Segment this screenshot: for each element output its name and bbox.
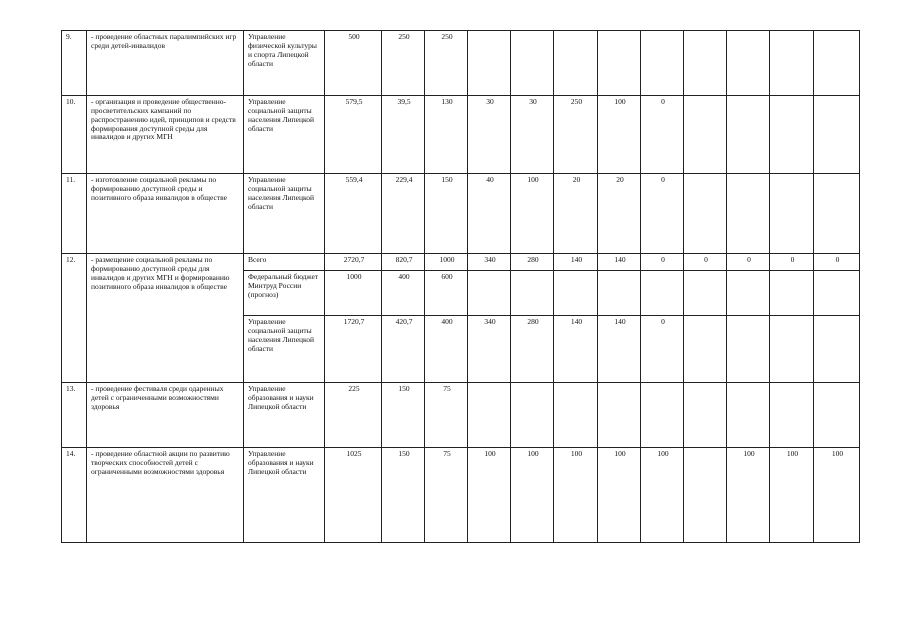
table-row	[62, 31, 860, 96]
amount-cell	[468, 383, 511, 448]
amount-cell	[684, 271, 727, 316]
amount-cell: 39,5	[382, 96, 425, 174]
amount-cell	[684, 316, 727, 383]
executor: Управление образования и науки Липецкой области	[244, 448, 325, 543]
amount-cell: 0	[727, 254, 770, 271]
amount-cell	[554, 383, 598, 448]
row-number: 11.	[62, 174, 87, 254]
activity-name: - проведение фестиваля среди одаренных детей с ограниченными возможностями здоровья	[87, 383, 244, 448]
amount-cell	[727, 174, 770, 254]
amount-cell: 820,7	[382, 254, 425, 271]
amount-cell: 250	[554, 96, 598, 174]
amount-cell	[684, 174, 727, 254]
table-row	[62, 383, 860, 448]
amount-cell: 140	[554, 254, 598, 271]
amount-cell: 100	[598, 96, 641, 174]
amount-cell: 100	[511, 448, 554, 543]
table-row	[62, 448, 860, 543]
amount-cell	[598, 31, 641, 96]
amount-cell	[684, 31, 727, 96]
amount-cell: 0	[684, 254, 727, 271]
amount-cell	[727, 271, 770, 316]
amount-cell	[770, 383, 814, 448]
executor: Федеральный бюджет Минтруд России (прогноз)	[244, 271, 325, 316]
amount-cell: 229,4	[382, 174, 425, 254]
amount-cell: 100	[468, 448, 511, 543]
amount-cell	[598, 383, 641, 448]
amount-cell: 150	[382, 383, 425, 448]
amount-cell: 1000	[325, 271, 382, 316]
amount-cell: 40	[468, 174, 511, 254]
amount-cell: 75	[425, 448, 468, 543]
amount-cell: 100	[511, 174, 554, 254]
amount-cell: 100	[554, 448, 598, 543]
amount-cell	[468, 271, 511, 316]
amount-cell: 280	[511, 254, 554, 271]
amount-cell: 140	[554, 316, 598, 383]
amount-cell	[814, 271, 860, 316]
executor: Управление физической культуры и спорта Липецкой области	[244, 31, 325, 96]
row-number: 13.	[62, 383, 87, 448]
amount-cell	[814, 96, 860, 174]
amount-cell	[554, 271, 598, 316]
amount-cell: 250	[382, 31, 425, 96]
activity-name: - организация и проведение общественно-просветительских кампаний по распространению идей, принципов и средств формирования доступной среды для инвалидов и других МГН	[87, 96, 244, 174]
amount-cell: 100	[598, 448, 641, 543]
amount-cell: 225	[325, 383, 382, 448]
amount-cell	[814, 383, 860, 448]
amount-cell	[684, 383, 727, 448]
table-row	[62, 254, 860, 271]
amount-cell: 280	[511, 316, 554, 383]
amount-cell	[684, 96, 727, 174]
amount-cell: 1025	[325, 448, 382, 543]
amount-cell: 100	[727, 448, 770, 543]
amount-cell: 30	[511, 96, 554, 174]
amount-cell: 340	[468, 254, 511, 271]
activity-name: - проведение областной акции по развитию творческих способностей детей с ограниченными возможностями здоровья	[87, 448, 244, 543]
amount-cell	[641, 31, 684, 96]
table-row	[62, 174, 860, 254]
amount-cell: 130	[425, 96, 468, 174]
amount-cell: 20	[554, 174, 598, 254]
amount-cell	[770, 316, 814, 383]
executor: Всего	[244, 254, 325, 271]
amount-cell	[727, 316, 770, 383]
amount-cell	[814, 174, 860, 254]
budget-table	[61, 30, 860, 543]
amount-cell	[511, 31, 554, 96]
activity-name: - изготовление социальной рекламы по формированию доступной среды и позитивного образа инвалидов в обществе	[87, 174, 244, 254]
amount-cell: 420,7	[382, 316, 425, 383]
amount-cell: 0	[814, 254, 860, 271]
amount-cell	[641, 383, 684, 448]
amount-cell: 20	[598, 174, 641, 254]
amount-cell: 559,4	[325, 174, 382, 254]
amount-cell	[598, 271, 641, 316]
amount-cell: 0	[641, 174, 684, 254]
amount-cell	[727, 96, 770, 174]
amount-cell: 100	[770, 448, 814, 543]
amount-cell: 140	[598, 254, 641, 271]
amount-cell: 100	[814, 448, 860, 543]
amount-cell	[511, 271, 554, 316]
amount-cell	[770, 31, 814, 96]
amount-cell: 400	[382, 271, 425, 316]
amount-cell	[727, 31, 770, 96]
amount-cell	[554, 31, 598, 96]
activity-name: - проведение областных паралимпийских игр среди детей-инвалидов	[87, 31, 244, 96]
amount-cell	[770, 271, 814, 316]
amount-cell: 30	[468, 96, 511, 174]
amount-cell: 75	[425, 383, 468, 448]
amount-cell	[814, 31, 860, 96]
amount-cell	[770, 174, 814, 254]
amount-cell	[684, 448, 727, 543]
amount-cell: 0	[641, 254, 684, 271]
amount-cell: 250	[425, 31, 468, 96]
amount-cell: 0	[641, 316, 684, 383]
amount-cell	[727, 383, 770, 448]
amount-cell: 340	[468, 316, 511, 383]
amount-cell: 400	[425, 316, 468, 383]
row-number: 12.	[62, 254, 87, 383]
amount-cell: 150	[425, 174, 468, 254]
amount-cell: 140	[598, 316, 641, 383]
amount-cell: 150	[382, 448, 425, 543]
executor: Управление социальной защиты населения Липецкой области	[244, 96, 325, 174]
row-number: 14.	[62, 448, 87, 543]
row-number: 9.	[62, 31, 87, 96]
amount-cell: 579,5	[325, 96, 382, 174]
amount-cell: 1000	[425, 254, 468, 271]
amount-cell: 600	[425, 271, 468, 316]
amount-cell: 0	[641, 96, 684, 174]
amount-cell: 500	[325, 31, 382, 96]
row-number: 10.	[62, 96, 87, 174]
amount-cell: 2720,7	[325, 254, 382, 271]
table-row	[62, 96, 860, 174]
amount-cell	[468, 31, 511, 96]
executor: Управление социальной защиты населения Липецкой области	[244, 174, 325, 254]
executor: Управление образования и науки Липецкой области	[244, 383, 325, 448]
amount-cell: 1720,7	[325, 316, 382, 383]
amount-cell: 100	[641, 448, 684, 543]
activity-name: - размещение социальной рекламы по формированию доступной среды для инвалидов и других МГН и формированию позитивного образа инвалидов в обществе	[87, 254, 244, 383]
amount-cell	[641, 271, 684, 316]
amount-cell: 0	[770, 254, 814, 271]
amount-cell	[770, 96, 814, 174]
amount-cell	[814, 316, 860, 383]
executor: Управление социальной защиты населения Липецкой области	[244, 316, 325, 383]
amount-cell	[511, 383, 554, 448]
